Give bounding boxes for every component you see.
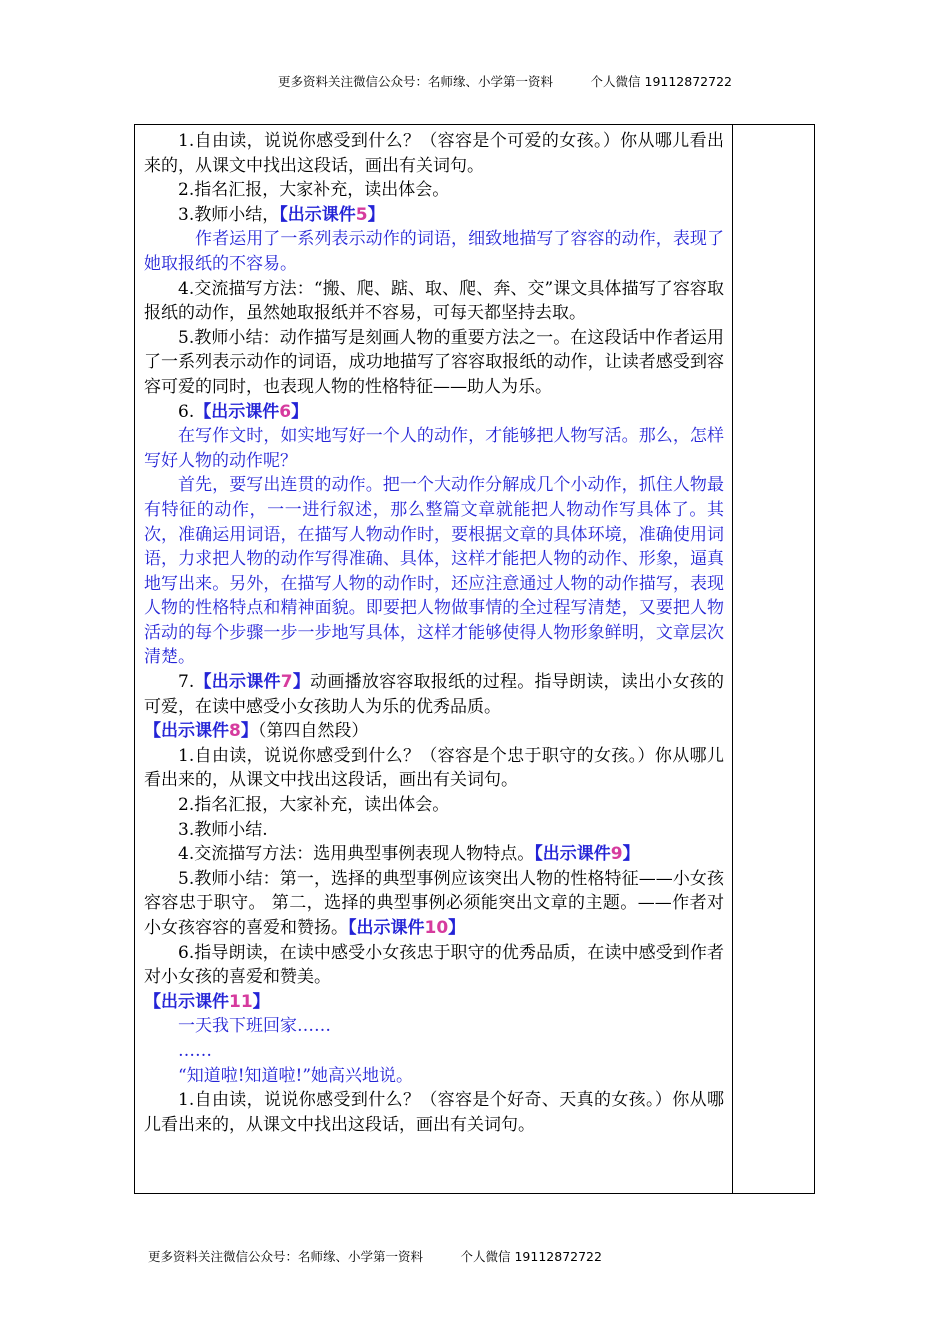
courseware-tag: 【出示课件11】 bbox=[144, 991, 270, 1012]
quote-ellipsis: …… bbox=[178, 1040, 212, 1061]
column-divider bbox=[732, 125, 733, 1193]
courseware-text-5: 作者运用了一系列表示动作的词语，细致地描写了容容的动作，表现了她取报纸的不容易。 bbox=[144, 229, 724, 274]
step-p4-6: 6.指导朗读，在读中感受小女孩忠于职守的优秀品质，在读中感受到作者对小女孩的喜爱和赞美。 bbox=[144, 942, 724, 988]
courseware-tag: 【出示课件8】 bbox=[144, 721, 258, 742]
step-7: 7.【出示课件7】动画播放容容取报纸的过程。指导朗读，读出小女孩的可爱，在读中感受小女孩助人为乐的优秀品质。 bbox=[144, 672, 725, 717]
courseware-11 bbox=[144, 990, 724, 1015]
step-p5-1: 1.自由读，说说你感受到什么？（容容是个好奇、天真的女孩。）你从哪儿看出来的，从课文中找出这段话，画出有关词句。 bbox=[144, 1090, 724, 1135]
courseware-text-6b: 首先，要写出连贯的动作。把一个大动作分解成几个小动作，抓住人物最有特征的动作，一一进行叙述，那么整篇文章就能把人物动作写具体了。其次，准确运用词语，在描写人物动作时，要根据文章的具体环境，准确使用词语，力求把人物的动作写得准确、具体，这样才能把人物的动作、形象，逼真地写出来。另外，在描写人物的动作时，还应注意通过人物的动作描写，表现人物的性格特点和精神面貌。即要把人物做事情的全过程写清楚，又要把人物活动的每个步骤一步一步地写具体，这样才能够使得人物形象鲜明，文章层次清楚。 bbox=[144, 475, 724, 668]
page-header: 更多资料关注微信公众号：名师缘、小学第一资料 个人微信 19112872722 bbox=[278, 74, 732, 89]
step-6: 6.【出示课件6】 bbox=[178, 401, 309, 422]
page-footer: 更多资料关注微信公众号：名师缘、小学第一资料 个人微信 19112872722 bbox=[148, 1249, 602, 1264]
courseware-tag: 【出示课件6】 bbox=[194, 401, 309, 422]
step-5: 5.教师小结：动作描写是刻画人物的重要方法之一。在这段话中作者运用了一系列表示动作的词语，成功地描写了容容取报纸的动作，让读者感受到容容可爱的同时，也表现人物的性格特征——助人为乐。 bbox=[144, 327, 724, 397]
step-p4-1: 1.自由读，说说你感受到什么？（容容是个忠于职守的女孩。）你从哪儿看出来的，从课文中找出这段话，画出有关词句。 bbox=[144, 745, 724, 791]
lesson-content-cell bbox=[144, 129, 724, 1137]
quote-line-2: “知道啦!知道啦!”她高兴地说。 bbox=[178, 1065, 414, 1086]
courseware-text-6a: 在写作文时，如实地写好一个人的动作，才能够把人物写活。那么，怎样写好人物的动作呢？ bbox=[144, 426, 724, 471]
step-p4-5: 5.教师小结：第一，选择的典型事例应该突出人物的性格特征——小女孩容容忠于职守。 第二，选择的典型事例必须能突出文章的主题。——作者对小女孩容容的喜爱和赞扬。【出示课件10】 bbox=[144, 868, 724, 938]
step-3 bbox=[144, 203, 724, 228]
courseware-tag: 【出示课件5】 bbox=[279, 204, 385, 225]
quote-line-1: 一天我下班回家…… bbox=[178, 1016, 331, 1037]
step-3-text: 3.教师小结， bbox=[178, 204, 280, 225]
lesson-table bbox=[134, 124, 815, 1194]
step-1: 1.自由读，说说你感受到什么？（容容是个可爱的女孩。）你从哪儿看出来的，从课文中找出这段话，画出有关词句。 bbox=[144, 131, 724, 176]
step-p4-2: 2.指名汇报，大家补充，读出体会。 bbox=[178, 795, 450, 816]
step-4: 4.交流描写方法：“搬、爬、踮、取、爬、奔、交”课文具体描写了容容取报纸的动作，虽然她取报纸并不容易，可每天都坚持去取。 bbox=[144, 278, 724, 324]
step-p4-3: 3.教师小结. bbox=[178, 819, 268, 840]
step-2: 2.指名汇报，大家补充，读出体会。 bbox=[178, 180, 450, 201]
courseware-tag: 【出示课件9】 bbox=[534, 844, 640, 865]
section-paragraph-4: 【出示课件8】（第四自然段） bbox=[144, 721, 369, 742]
courseware-tag: 【出示课件7】 bbox=[194, 672, 311, 693]
courseware-tag: 【出示课件10】 bbox=[348, 918, 466, 938]
step-p4-4: 4.交流描写方法：选用典型事例表现人物特点。【出示课件9】 bbox=[178, 844, 640, 865]
